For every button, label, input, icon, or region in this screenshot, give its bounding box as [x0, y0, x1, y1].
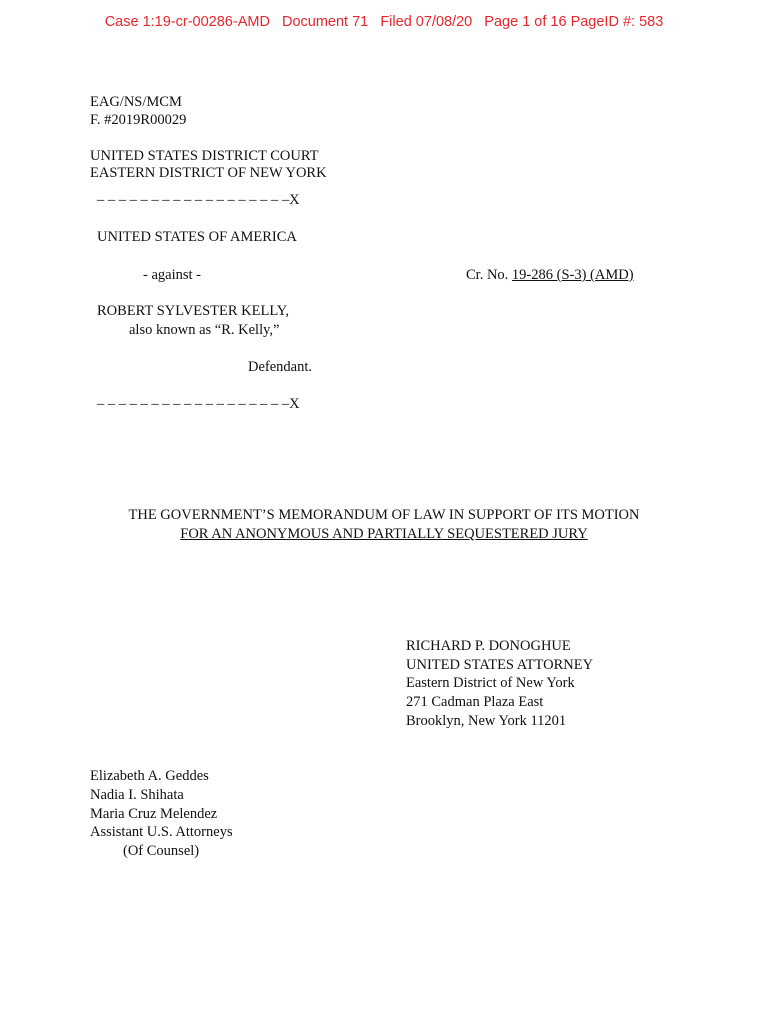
defendant-name: ROBERT SYLVESTER KELLY,	[97, 303, 289, 319]
counsel-role: Assistant U.S. Attorneys	[90, 824, 233, 840]
caption-rule-top: – – – – – – – – – – – – – – – – – –X	[97, 192, 300, 208]
signatory-district: Eastern District of New York	[406, 675, 575, 691]
case-number-prefix: Cr. No.	[466, 267, 512, 283]
against-label: - against -	[143, 267, 201, 283]
of-counsel-label: (Of Counsel)	[123, 843, 200, 859]
file-number: F. #2019R00029	[90, 112, 187, 128]
signatory-title: UNITED STATES ATTORNEY	[406, 657, 594, 673]
defendant-label: Defendant.	[248, 359, 313, 375]
memo-title-line2-text: FOR AN ANONYMOUS AND PARTIALLY SEQUESTERED JURY	[180, 526, 588, 542]
office-street: 271 Cadman Plaza East	[406, 694, 544, 710]
plaintiff-name: UNITED STATES OF AMERICA	[97, 229, 297, 245]
memo-title-line2	[0, 525, 768, 543]
case-number: 19-286 (S-3) (AMD)	[511, 267, 634, 283]
case-number-line	[466, 266, 634, 284]
counsel-name: Nadia I. Shihata	[90, 787, 184, 803]
ecf-header-stamp: Case 1:19-cr-00286-AMD Document 71 Filed 07/08/20 Page 1 of 16 PageID #: 583	[104, 14, 664, 30]
counsel-name: Elizabeth A. Geddes	[90, 768, 209, 784]
counsel-name: Maria Cruz Melendez	[90, 806, 218, 822]
memo-title-line1: THE GOVERNMENT’S MEMORANDUM OF LAW IN SUPPORT OF ITS MOTION	[128, 507, 640, 523]
signatory-name: RICHARD P. DONOGHUE	[406, 638, 571, 654]
court-name: UNITED STATES DISTRICT COURT	[90, 148, 319, 164]
defendant-aka: also known as “R. Kelly,”	[129, 322, 280, 338]
caption-rule-bottom: – – – – – – – – – – – – – – – – – –X	[97, 396, 300, 412]
attorney-initials: EAG/NS/MCM	[90, 94, 182, 110]
office-city: Brooklyn, New York 11201	[406, 713, 567, 729]
court-district: EASTERN DISTRICT OF NEW YORK	[90, 165, 327, 181]
